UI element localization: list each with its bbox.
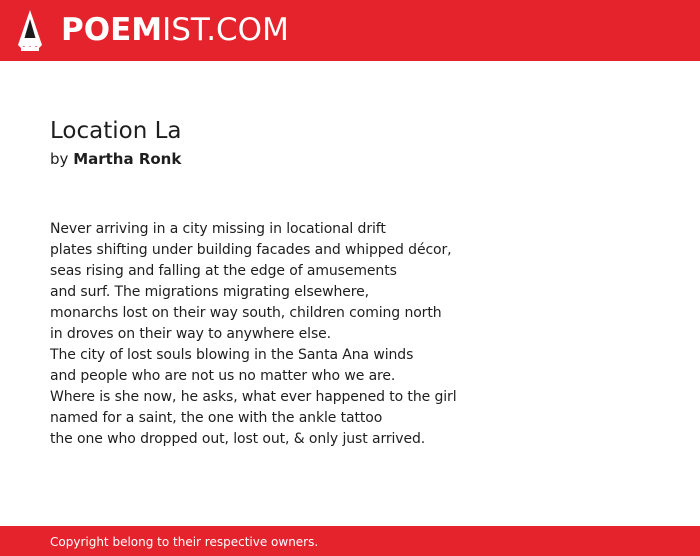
poem-title: Location La [50,118,182,144]
site-header [0,0,700,61]
poem-line: seas rising and falling at the edge of amusements [50,263,397,279]
logo-bold-text: POEM [61,12,163,48]
copyright-text: Copyright belong to their respective owners. [50,535,319,549]
poem-body [50,219,650,450]
poem-line: monarchs lost on their way south, children coming north [50,305,442,321]
poem-line: The city of lost souls blowing in the Santa Ana winds [50,347,414,363]
poem-line: and surf. The migrations migrating elsewhere, [50,284,370,300]
site-footer [0,526,700,556]
poem-line: Where is she now, he asks, what ever happened to the girl [50,389,457,405]
poem-line: in droves on their way to anywhere else. [50,326,332,342]
byline-prefix: by [50,150,69,168]
poem-line: the one who dropped out, lost out, & only just arrived. [50,431,426,447]
pencil-tip-icon[interactable] [17,10,43,51]
poem-line: Never arriving in a city missing in locational drift [50,221,386,237]
poem-line: named for a saint, the one with the ankle tattoo [50,410,383,426]
author-name: Martha Ronk [73,150,182,168]
site-logo[interactable] [61,12,289,48]
byline [50,149,181,169]
logo-light-text: IST.COM [162,12,289,48]
poem-line: plates shifting under building facades and whipped décor, [50,242,452,258]
poem-line: and people who are not us no matter who we are. [50,368,396,384]
